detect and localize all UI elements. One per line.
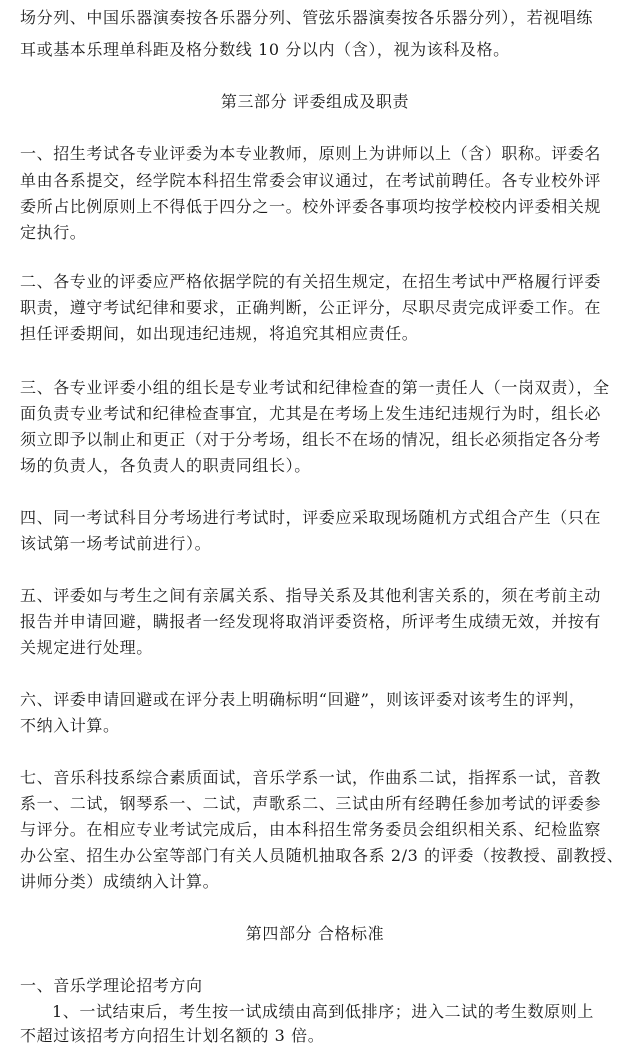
s3-p2-line-1: 二、各专业的评委应严格依据学院的有关招生规定，在招生考试中严格履行评委 (20, 272, 602, 291)
s3-p2-line-2: 职责，遵守考试纪律和要求，正确判断，公正评分，尽职尽责完成评委工作。在 (20, 298, 602, 317)
s3-p6-line-2: 不纳入计算。 (20, 716, 120, 735)
s3-p2-line-3: 担任评委期间，如出现违纪违规，将追究其相应责任。 (20, 324, 419, 343)
s4-subheading-1: 一、音乐学理论招考方向 (20, 976, 203, 995)
s3-p4-line-2: 该试第一场考试前进行）。 (20, 534, 212, 553)
intro-line-1: 场分列、中国乐器演奏按各乐器分列、管弦乐器演奏按各乐器分列），若视唱练 (20, 8, 594, 27)
s3-p4-line-1: 四、同一考试科目分考场进行考试时，评委应采取现场随机方式组合产生（只在 (20, 508, 602, 527)
s3-p7-line-4: 办公室、招生办公室等部门有关人员随机抽取各系 2/3 的评委（按教授、副教授、 (20, 846, 624, 865)
s3-p6-line-1: 六、评委申请回避或在评分表上明确标明“回避”，则该评委对该考生的评判， (20, 690, 586, 709)
s3-p1-line-1: 一、招生考试各专业评委为本专业教师，原则上为讲师以上（含）职称。评委名 (20, 144, 602, 163)
s3-p7-line-1: 七、音乐科技系综合素质面试，音乐学系一试，作曲系二试，指挥系一试，音教 (20, 768, 602, 787)
s3-p1-line-4: 定执行。 (20, 223, 87, 242)
s4-item1-line-2: 不超过该招考方向招生计划名额的 3 倍。 (20, 1026, 325, 1045)
s3-p5-line-3: 关规定进行处理。 (20, 638, 153, 657)
s3-p5-line-2: 报告并申请回避，瞒报者一经发现将取消评委资格，所评考生成绩无效，并按有 (20, 612, 602, 631)
s3-p1-line-3: 委所占比例原则上不得低于四分之一。校外评委各事项均按学校校内评委相关规 (20, 197, 602, 216)
s3-p3-line-4: 场的负责人，各负责人的职责同组长）。 (20, 456, 311, 475)
section-3-heading: 第三部分 评委组成及职责 (220, 92, 410, 111)
s3-p1-line-2: 单由各系提交，经学院本科招生常委会审议通过，在考试前聘任。各专业校外评 (20, 171, 602, 190)
section-4-heading: 第四部分 合格标准 (245, 924, 385, 943)
s3-p7-line-3: 与评分。在相应专业考试完成后，由本科招生常务委员会组织相关系、纪检监察 (20, 820, 602, 839)
s3-p3-line-1: 三、各专业评委小组的组长是专业考试和纪律检查的第一责任人（一岗双责），全 (20, 378, 610, 397)
intro-line-2: 耳或基本乐理单科距及格分数线 10 分以内（含），视为该科及格。 (20, 40, 510, 59)
s3-p5-line-1: 五、评委如与考生之间有亲属关系、指导关系及其他利害关系的，须在考前主动 (20, 586, 602, 605)
s3-p3-line-2: 面负责专业考试和纪律检查事宜，尤其是在考场上发生违纪违规行为时，组长必 (20, 404, 602, 423)
s3-p7-line-5: 讲师分类）成绩纳入计算。 (20, 872, 220, 891)
s3-p3-line-3: 须立即予以制止和更正（对于分考场，组长不在场的情况，组长必须指定各分考 (20, 430, 602, 449)
s3-p7-line-2: 系一、二试，钢琴系一、二试，声歌系二、三试由所有经聘任参加考试的评委参 (20, 794, 602, 813)
s4-item1-line-1: 1、一试结束后，考生按一试成绩由高到低排序；进入二试的考生数原则上 (52, 1002, 594, 1021)
